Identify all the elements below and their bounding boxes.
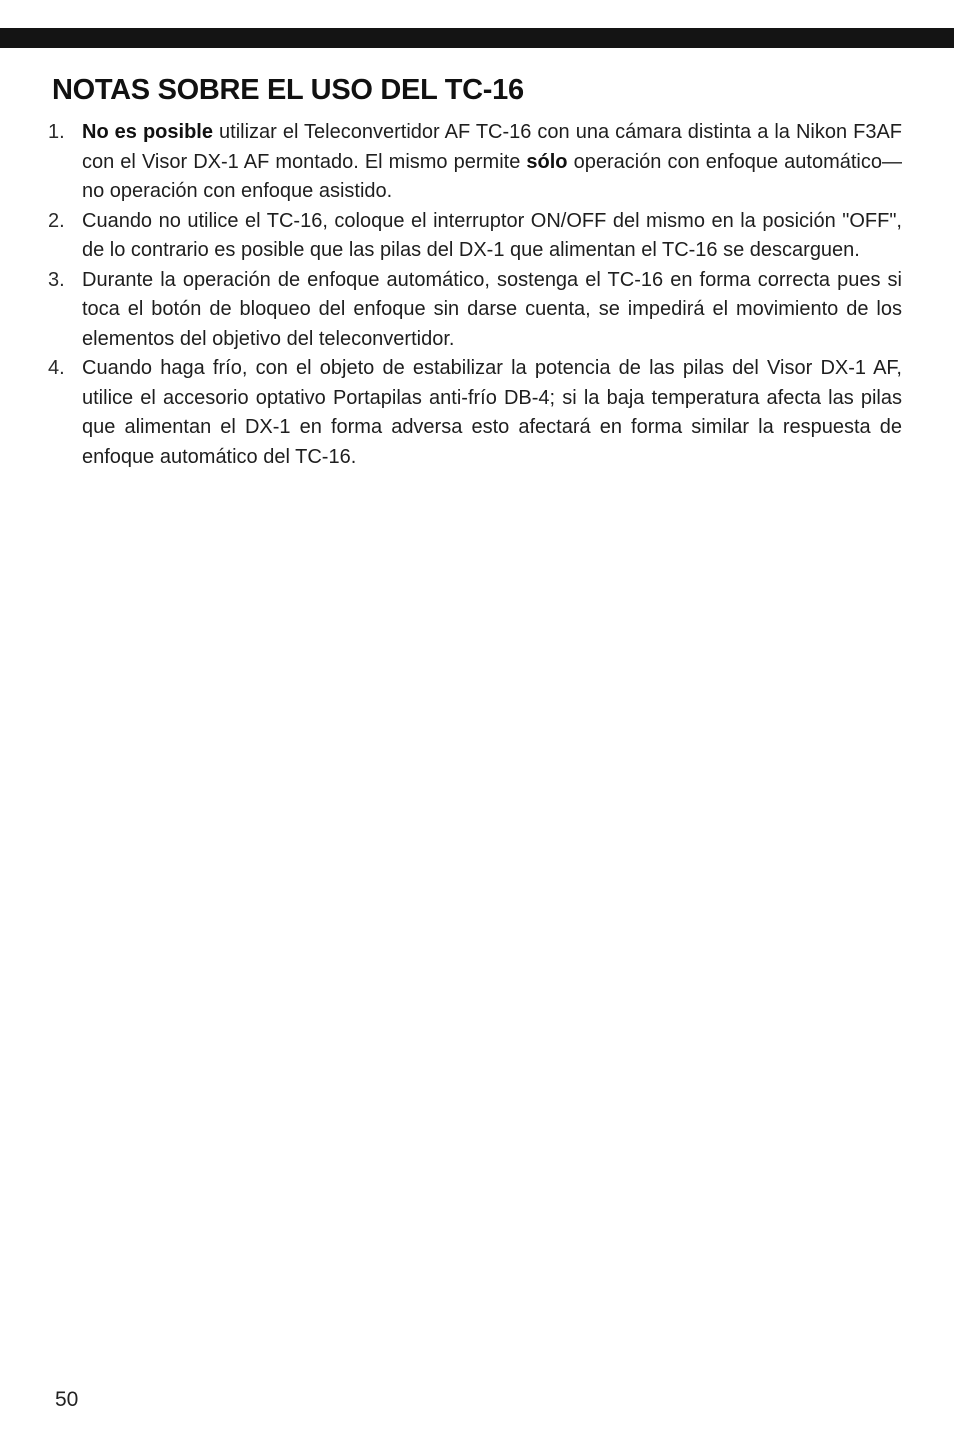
page-title: NOTAS SOBRE EL USO DEL TC-16 bbox=[52, 74, 524, 106]
note-number: 1. bbox=[48, 121, 65, 143]
note-item-3 bbox=[40, 266, 902, 355]
page-number: 50 bbox=[55, 1388, 79, 1411]
notes-list bbox=[40, 118, 902, 472]
note-text-part: utilizar el Teleconvertidor AF TC-16 con una cámara distinta a la Nikon F3AF con el Visor DX-1 AF montado. El mismo permite bbox=[82, 121, 903, 173]
note-item-1 bbox=[40, 118, 902, 207]
note-number: 3. bbox=[48, 268, 65, 291]
note-text: Cuando haga frío, con el objeto de estabilizar la potencia de las pilas del Visor DX-1 AF, utilice el accesorio optativo Portapilas anti-frío DB-4; si la baja temperatura afecta las pilas que alimentan el DX-1 en forma adversa esto afectará en forma similar la respuesta de enfoque automático del TC-16. bbox=[82, 357, 902, 468]
note-item-4 bbox=[40, 354, 902, 472]
note-text bbox=[82, 118, 902, 207]
note-item-2 bbox=[40, 207, 902, 266]
note-text: Durante la operación de enfoque automático, sostenga el TC-16 en forma correcta pues si toca el botón de bloqueo del enfoque sin darse cuenta, se impedirá el movimiento de los elementos del objetivo del teleconvertidor. bbox=[82, 268, 902, 350]
note-emphasis: sólo bbox=[526, 150, 568, 173]
note-text: Cuando no utilice el TC-16, coloque el interruptor ON/OFF del mismo en la posición "OFF", de lo contrario es posible que las pilas del DX-1 que alimentan el TC-16 se descarguen. bbox=[82, 209, 902, 261]
note-emphasis: No es posible bbox=[82, 121, 213, 143]
note-number: 2. bbox=[48, 209, 65, 232]
note-text-part: operación con enfoque automático—no operación con enfoque asistido. bbox=[82, 150, 902, 202]
note-number: 4. bbox=[48, 357, 65, 379]
header-rule bbox=[0, 28, 954, 48]
